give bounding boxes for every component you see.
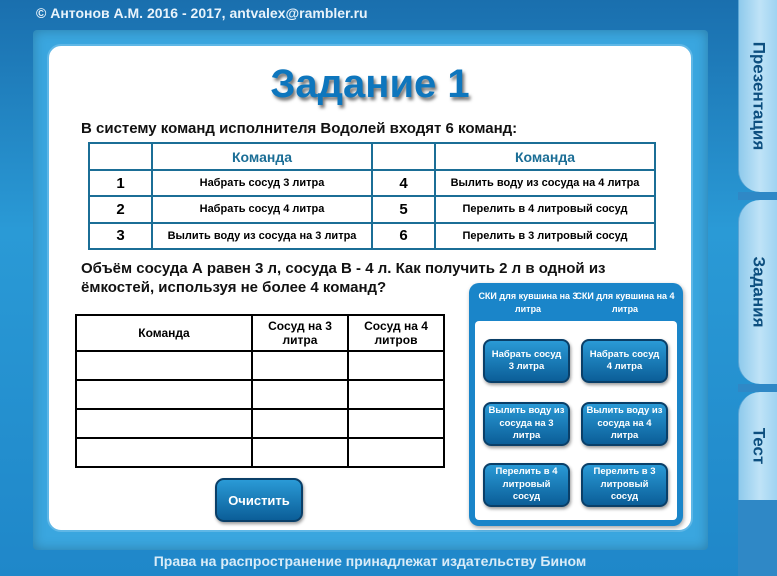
table-header-cell [372, 143, 435, 170]
table-row [89, 223, 655, 249]
solution-table [75, 314, 445, 468]
table-row [89, 170, 655, 196]
empty-3l-button[interactable]: Вылить воду из сосуда на 3 литра [483, 402, 570, 446]
command-text: Вылить воду из сосуда на 4 литра [435, 170, 655, 196]
table-row [76, 380, 444, 409]
command-text: Набрать сосуд 3 литра [152, 170, 372, 196]
command-text: Перелить в 4 литровый сосуд [435, 196, 655, 222]
fill-3l-button[interactable]: Набрать сосуд 3 литра [483, 339, 570, 383]
table-cell [76, 380, 252, 409]
table-cell [348, 351, 444, 380]
fill-4l-button[interactable]: Набрать сосуд 4 литра [581, 339, 668, 383]
column-header-command: Команда [76, 315, 252, 351]
question-text: Объём сосуда А равен 3 л, сосуда В - 4 л. Как получить 2 л в одной из ёмкостей, используя не более 4 команд? [81, 260, 606, 296]
table-cell [252, 409, 348, 438]
command-number: 2 [89, 196, 152, 222]
footer-text: Права на распространение принадлежат издательству Бином [153, 553, 587, 569]
copyright-text: © Антонов А.М. 2016 - 2017, antvalex@rambler.ru [36, 5, 368, 21]
pour-to-3l-button[interactable]: Перелить в 3 литровый сосуд [581, 463, 668, 507]
tab-gap [738, 500, 777, 576]
table-header-row [89, 143, 655, 170]
command-text: Вылить воду из сосуда на 3 литра [152, 223, 372, 249]
table-cell [252, 351, 348, 380]
table-cell [348, 438, 444, 467]
table-header-cell: Команда [152, 143, 372, 170]
column-header-vessel-3: Сосуд на 3 литра [252, 315, 348, 351]
command-text: Набрать сосуд 4 литра [152, 196, 372, 222]
table-cell [348, 380, 444, 409]
command-text: Перелить в 3 литровый сосуд [435, 223, 655, 249]
command-number: 5 [372, 196, 435, 222]
table-cell [252, 380, 348, 409]
tab-gap [738, 384, 777, 392]
table-header-row [76, 315, 444, 351]
tab-tasks[interactable] [738, 200, 777, 384]
column-header-vessel-4: Сосуд на 4 литров [348, 315, 444, 351]
table-row [89, 196, 655, 222]
table-cell [76, 409, 252, 438]
intro-text: В систему команд исполнителя Водолей входят 6 команд: [81, 120, 518, 137]
command-number: 3 [89, 223, 152, 249]
tab-gap [738, 192, 777, 200]
page-title: Задание 1 [270, 62, 470, 106]
clear-button[interactable]: Очистить [215, 478, 303, 522]
empty-4l-button[interactable]: Вылить воду из сосуда на 4 литра [581, 402, 668, 446]
table-row [76, 351, 444, 380]
tab-tasks-label: Задания [749, 256, 768, 328]
pour-to-4l-button[interactable]: Перелить в 4 литровый сосуд [483, 463, 570, 507]
commands-table [88, 142, 656, 250]
tab-test-label: Тест [749, 427, 768, 465]
table-header-cell: Команда [435, 143, 655, 170]
command-number: 4 [372, 170, 435, 196]
tab-presentation[interactable] [738, 0, 777, 192]
table-cell [76, 351, 252, 380]
table-cell [252, 438, 348, 467]
table-cell [76, 438, 252, 467]
table-header-cell [89, 143, 152, 170]
ski-header-3l: СКИ для кувшина на 3 литра [478, 291, 578, 314]
ski-header-4l: СКИ для кувшина на 4 литра [575, 291, 675, 314]
table-cell [348, 409, 444, 438]
tab-test[interactable] [738, 392, 777, 500]
command-number: 1 [89, 170, 152, 196]
table-row [76, 409, 444, 438]
tab-presentation-label: Презентация [749, 41, 769, 151]
command-number: 6 [372, 223, 435, 249]
table-row [76, 438, 444, 467]
